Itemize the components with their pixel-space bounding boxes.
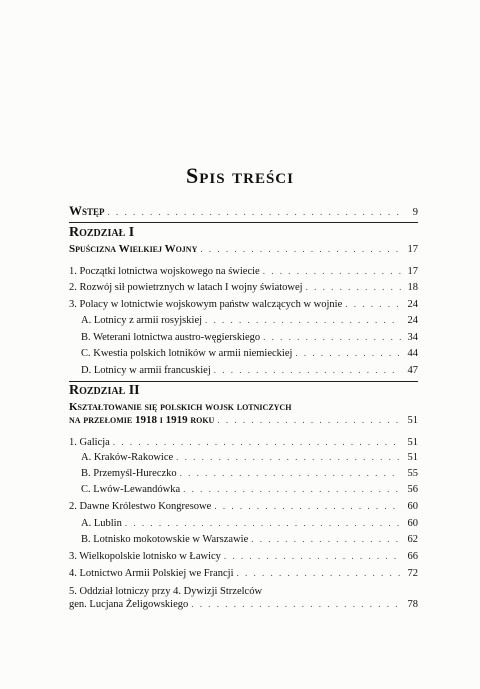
toc-entry-label: A. Lotnicy z armii rosyjskiej bbox=[81, 315, 203, 326]
toc-subentry[interactable] bbox=[81, 347, 418, 360]
leader-dots bbox=[176, 451, 401, 464]
toc-entry-label: B. Przemyśl-Hureczko bbox=[81, 468, 177, 479]
leader-dots bbox=[217, 414, 401, 427]
toc-entry-page: 60 bbox=[407, 518, 418, 529]
toc-entry-page: 56 bbox=[407, 484, 418, 495]
toc-entry-label: 4. Lotnictwo Armii Polskiej we Francji bbox=[69, 568, 234, 579]
toc-subentry[interactable] bbox=[81, 533, 418, 546]
toc-subentry[interactable] bbox=[81, 331, 418, 344]
toc-entry-label-line-2: gen. Lucjana Żeligowskiego bbox=[69, 599, 189, 610]
toc-entry-label: B. Weterani lotnictwa austro-węgierskiego bbox=[81, 332, 261, 343]
leader-dots bbox=[224, 550, 401, 563]
toc-entry-page: 51 bbox=[407, 452, 418, 463]
toc-entry-label: A. Kraków-Rakowice bbox=[81, 452, 174, 463]
toc-entry-page: 51 bbox=[407, 415, 418, 426]
toc-entry[interactable] bbox=[69, 281, 418, 294]
chapter-2-label: Rozdział II bbox=[69, 383, 140, 398]
toc-entry-page: 66 bbox=[407, 551, 418, 562]
leader-dots bbox=[108, 206, 401, 219]
toc-entry-label: 2. Dawne Królestwo Kongresowe bbox=[69, 501, 212, 512]
leader-dots bbox=[306, 281, 401, 294]
leader-dots bbox=[113, 436, 401, 449]
toc-entry-chapter-1-title[interactable] bbox=[69, 243, 418, 256]
toc-entry-page: 18 bbox=[407, 282, 418, 293]
leader-dots bbox=[205, 314, 401, 327]
chapter-1-label: Rozdział I bbox=[69, 225, 135, 240]
toc-entry-page: 24 bbox=[407, 315, 418, 326]
toc-entry-chapter-2-title[interactable] bbox=[69, 414, 418, 427]
toc-entry-page: 44 bbox=[407, 348, 418, 359]
toc-entry-intro[interactable] bbox=[69, 204, 418, 219]
leader-dots bbox=[263, 331, 401, 344]
toc-entry-page: 62 bbox=[407, 534, 418, 545]
page-title: Spis treści bbox=[186, 163, 294, 188]
toc-entry-page: 17 bbox=[407, 266, 418, 277]
leader-dots bbox=[263, 265, 401, 278]
toc-subentry[interactable] bbox=[81, 451, 418, 464]
toc-entry[interactable] bbox=[69, 298, 418, 311]
leader-dots bbox=[345, 298, 401, 311]
toc-entry[interactable] bbox=[69, 500, 418, 513]
toc-entry-label: C. Lwów-Lewandówka bbox=[81, 484, 181, 495]
toc-entry-page: 47 bbox=[407, 365, 418, 376]
toc-entry-page: 55 bbox=[407, 468, 418, 479]
toc-entry-label: Wstęp bbox=[69, 203, 105, 218]
toc-entry[interactable] bbox=[69, 550, 418, 563]
toc-entry-label: D. Lotnicy w armii francuskiej bbox=[81, 365, 211, 376]
toc-subentry[interactable] bbox=[81, 314, 418, 327]
leader-dots bbox=[200, 243, 401, 256]
leader-dots bbox=[251, 533, 401, 546]
leader-dots bbox=[295, 347, 401, 360]
toc-entry[interactable] bbox=[69, 567, 418, 580]
toc-entry-label: 1. Początki lotnictwa wojskowego na świecie bbox=[69, 266, 260, 277]
toc-entry-label: B. Lotnisko mokotowskie w Warszawie bbox=[81, 534, 249, 545]
chapter-1-title: Spuścizna Wielkiej Wojny bbox=[69, 243, 198, 255]
divider bbox=[69, 381, 418, 382]
leader-dots bbox=[214, 364, 401, 377]
toc-entry[interactable] bbox=[69, 265, 418, 278]
toc-entry-label-line-1[interactable]: 5. Oddział lotniczy przy 4. Dywizji Strzelców bbox=[69, 586, 263, 597]
leader-dots bbox=[180, 467, 401, 480]
leader-dots bbox=[191, 598, 401, 611]
toc-entry-label: 3. Wielkopolskie lotnisko w Ławicy bbox=[69, 551, 221, 562]
leader-dots bbox=[236, 567, 401, 580]
toc-entry-page: 51 bbox=[407, 437, 418, 448]
toc-entry-label: 3. Polacy w lotnictwie wojskowym państw walczących w wojnie bbox=[69, 299, 343, 310]
chapter-2-title-line-2: na przełomie 1918 i 1919 roku bbox=[69, 414, 215, 426]
toc-entry-label: C. Kwestia polskich lotników w armii niemieckiej bbox=[81, 348, 293, 359]
toc-subentry[interactable] bbox=[81, 517, 418, 530]
toc-subentry[interactable] bbox=[81, 364, 418, 377]
toc-entry[interactable] bbox=[69, 598, 418, 611]
toc-subentry[interactable] bbox=[81, 467, 418, 480]
toc-entry-label: A. Lublin bbox=[81, 518, 122, 529]
toc-entry-page: 24 bbox=[407, 299, 418, 310]
toc-subentry[interactable] bbox=[81, 483, 418, 496]
toc-entry[interactable] bbox=[69, 436, 418, 449]
toc-entry-page: 9 bbox=[412, 207, 418, 218]
toc-entry-label: 1. Galicja bbox=[69, 437, 110, 448]
toc-entry-page: 60 bbox=[407, 501, 418, 512]
toc-entry-page: 78 bbox=[407, 599, 418, 610]
leader-dots bbox=[183, 483, 401, 496]
leader-dots bbox=[125, 517, 401, 530]
toc-entry-page: 72 bbox=[407, 568, 418, 579]
toc-entry-label: 2. Rozwój sił powietrznych w latach I wojny światowej bbox=[69, 282, 303, 293]
leader-dots bbox=[214, 500, 401, 513]
divider bbox=[69, 222, 418, 223]
toc-entry-page: 17 bbox=[407, 244, 418, 255]
toc-entry-page: 34 bbox=[407, 332, 418, 343]
chapter-2-title-line-1: Kształtowanie się polskich wojsk lotniczych bbox=[69, 401, 292, 413]
